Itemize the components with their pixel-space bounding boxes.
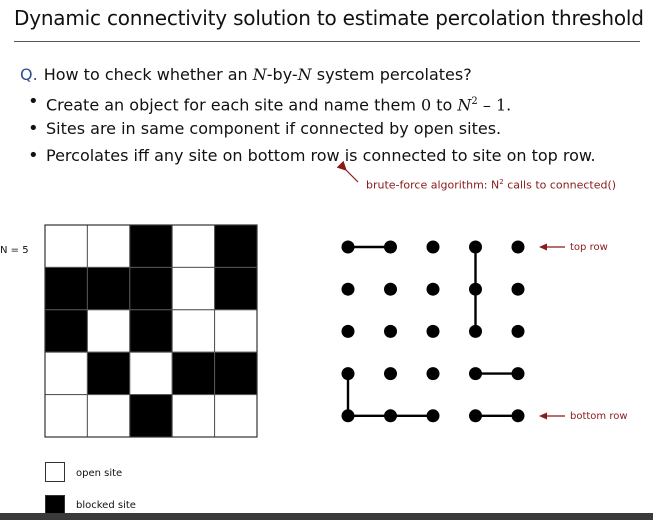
open-site-cell — [215, 395, 257, 437]
question-n2: N — [297, 65, 312, 84]
open-site-cell — [45, 225, 87, 267]
question-text-after: system percolates? — [311, 65, 472, 84]
open-site-cell — [87, 395, 129, 437]
bottom-bar — [0, 513, 653, 520]
graph-node — [469, 367, 482, 380]
graph-node — [512, 325, 525, 338]
graph-nodes — [342, 241, 525, 423]
open-site-cell — [172, 310, 214, 352]
bullet-n: N — [457, 95, 472, 115]
bottom-row-label: bottom row — [570, 411, 628, 422]
bullet-to: to — [431, 95, 458, 115]
open-site-cell — [172, 225, 214, 267]
open-site-cell — [172, 395, 214, 437]
graph-node — [512, 241, 525, 254]
graph-node — [342, 283, 355, 296]
blocked-site-cell — [215, 225, 257, 267]
blocked-site-cell — [87, 352, 129, 394]
legend-blocked-label: blocked site — [76, 500, 136, 511]
bullet-zero: 0 — [421, 95, 432, 115]
graph-node — [512, 409, 525, 422]
site-grid — [45, 225, 257, 437]
page-title: Dynamic connectivity solution to estimate percolation threshold — [14, 6, 644, 30]
annotation-text-after: calls to connected() — [503, 178, 617, 192]
blocked-site-cell — [215, 267, 257, 309]
question-marker: Q. — [20, 65, 38, 84]
open-site-cell — [215, 310, 257, 352]
graph-node — [427, 283, 440, 296]
open-site-cell — [87, 310, 129, 352]
graph-node — [342, 409, 355, 422]
question-by: -by- — [266, 65, 298, 84]
graph-node — [512, 283, 525, 296]
graph-node — [469, 409, 482, 422]
blocked-site-cell — [215, 352, 257, 394]
blocked-site-cell — [130, 225, 172, 267]
graph-node — [469, 283, 482, 296]
graph-node — [469, 325, 482, 338]
legend-blocked-swatch — [45, 495, 65, 515]
blocked-site-cell — [130, 267, 172, 309]
blocked-site-cell — [130, 310, 172, 352]
bullet-sup: 2 — [471, 96, 478, 107]
n-label: N = 5 — [0, 245, 29, 256]
bullet-minus: – 1. — [477, 95, 512, 115]
annotation-sup: 2 — [499, 178, 504, 186]
bottom-row-arrowhead — [539, 413, 547, 420]
legend-open-label: open site — [76, 468, 123, 479]
graph-node — [384, 409, 397, 422]
top-row-arrowhead — [539, 244, 547, 251]
open-site-cell — [45, 352, 87, 394]
top-row-label: top row — [570, 242, 608, 253]
open-site-cell — [130, 352, 172, 394]
open-site-cell — [45, 395, 87, 437]
graph-node — [427, 367, 440, 380]
bullet-text: Sites are in same component if connected by open sites. — [46, 119, 502, 138]
annotation-arrow — [346, 170, 358, 182]
blocked-site-cell — [45, 310, 87, 352]
graph-node — [342, 325, 355, 338]
graph-node — [384, 325, 397, 338]
graph-node — [384, 367, 397, 380]
graph-node — [427, 241, 440, 254]
graph-node — [512, 367, 525, 380]
blocked-site-cell — [130, 395, 172, 437]
graph-node — [427, 409, 440, 422]
question-text-before: How to check whether an — [43, 65, 253, 84]
graph-node — [427, 325, 440, 338]
open-site-cell — [87, 225, 129, 267]
blocked-site-cell — [172, 352, 214, 394]
legend-open-swatch — [45, 462, 65, 482]
graph-node — [342, 367, 355, 380]
question-n1: N — [252, 65, 267, 84]
blocked-site-cell — [87, 267, 129, 309]
graph-node — [342, 241, 355, 254]
graph-node — [384, 241, 397, 254]
blocked-site-cell — [45, 267, 87, 309]
graph-node — [384, 283, 397, 296]
annotation-text-before: brute-force algorithm: N — [366, 178, 500, 192]
graph-node — [469, 241, 482, 254]
open-site-cell — [172, 267, 214, 309]
bullet-text: Percolates iff any site on bottom row is connected to site on top row. — [46, 146, 596, 165]
bullet-text: Create an object for each site and name them — [46, 95, 421, 115]
